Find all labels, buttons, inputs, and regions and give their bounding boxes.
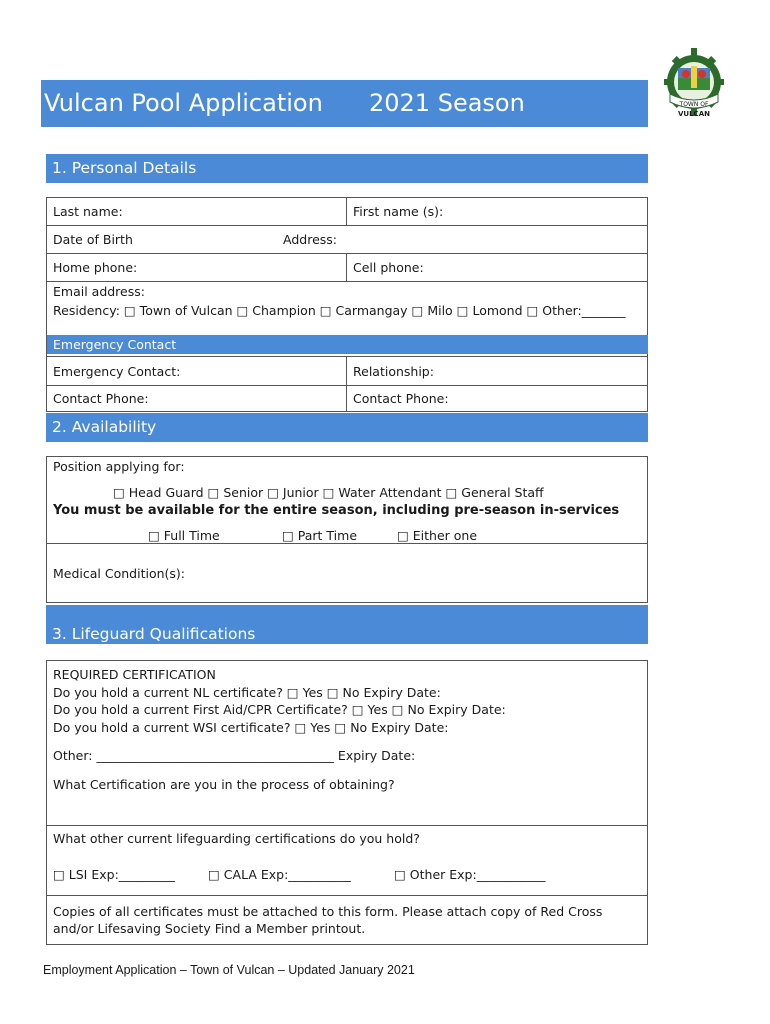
- obtaining-question: What Certification are you in the process of obtaining?: [53, 777, 395, 792]
- emergency-contact-header: [47, 335, 648, 354]
- other-certs-question: What other current lifeguarding certifications do you hold?: [53, 831, 420, 846]
- position-options[interactable]: □ Head Guard □ Senior □ Junior □ Water Attendant □ General Staff: [113, 485, 544, 500]
- medical-condition-label: Medical Condition(s):: [53, 566, 185, 581]
- nl-certificate-question[interactable]: Do you hold a current NL certificate? □ Yes □ No Expiry Date:: [53, 685, 441, 700]
- divider: [46, 825, 648, 826]
- copies-note: Copies of all certificates must be attached to this form. Please attach copy of Red Cross: [53, 904, 603, 919]
- emergency-contact-label: Emergency Contact:: [53, 364, 181, 379]
- divider: [46, 895, 648, 896]
- title-bar: [41, 80, 648, 127]
- contact-phone-label: Contact Phone:: [53, 391, 149, 406]
- section-qualifications-header: [46, 605, 648, 644]
- divider: [346, 197, 347, 225]
- section-personal-title: 1. Personal Details: [52, 159, 197, 177]
- divider: [46, 281, 648, 282]
- divider: [46, 356, 648, 357]
- season-title: 2021 Season: [369, 89, 525, 117]
- divider: [46, 225, 648, 226]
- logo-top-text: TOWN OF: [679, 101, 709, 108]
- residency-options[interactable]: Residency: □ Town of Vulcan □ Champion □ Carmangay □ Milo □ Lomond □ Other:_______: [53, 303, 626, 318]
- position-label: Position applying for:: [53, 459, 185, 474]
- other-cert-option[interactable]: □ Other Exp:___________: [394, 867, 546, 882]
- divider: [46, 253, 648, 254]
- part-time-option[interactable]: □ Part Time: [282, 528, 358, 543]
- other-certification-line: Other: ______________________________________ Expiry Date:: [53, 748, 416, 763]
- section-availability-header: [46, 413, 648, 442]
- first-aid-question[interactable]: Do you hold a current First Aid/CPR Certificate? □ Yes □ No Expiry Date:: [53, 702, 506, 717]
- full-time-option[interactable]: □ Full Time: [148, 528, 220, 543]
- required-certification-heading: REQUIRED CERTIFICATION: [53, 667, 216, 682]
- email-label: Email address:: [53, 284, 145, 299]
- copies-note-line-2: and/or Lifesaving Society Find a Member printout.: [53, 921, 366, 936]
- dob-label: Date of Birth: [53, 232, 133, 247]
- town-of-vulcan-logo: [664, 44, 724, 124]
- either-option[interactable]: □ Either one: [397, 528, 478, 543]
- availability-notice: You must be available for the entire season, including pre-season in-services: [53, 503, 620, 518]
- divider: [46, 385, 648, 386]
- divider: [346, 356, 347, 412]
- logo-bottom-text: VULCAN: [678, 110, 710, 118]
- section-availability-title: 2. Availability: [52, 418, 157, 436]
- cell-phone-label: Cell phone:: [353, 260, 424, 275]
- emergency-contact-title: Emergency Contact: [53, 337, 177, 352]
- home-phone-label: Home phone:: [53, 260, 138, 275]
- contact-phone-label-2: Contact Phone:: [353, 391, 449, 406]
- wsi-question[interactable]: Do you hold a current WSI certificate? □ Yes □ No Expiry Date:: [53, 720, 449, 735]
- address-label: Address:: [283, 232, 337, 247]
- cala-option[interactable]: □ CALA Exp:__________: [208, 867, 351, 882]
- divider: [346, 253, 347, 281]
- page-title: Vulcan Pool Application: [44, 89, 323, 117]
- section-qualifications-title: 3. Lifeguard Qualifications: [52, 625, 256, 643]
- first-name-label: First name (s):: [353, 204, 444, 219]
- last-name-label: Last name:: [53, 204, 123, 219]
- relationship-label: Relationship:: [353, 364, 434, 379]
- lsi-option[interactable]: □ LSI Exp:_________: [53, 867, 176, 882]
- section-personal-header: [46, 154, 648, 183]
- footer-text: Employment Application – Town of Vulcan – Updated January 2021: [43, 963, 415, 977]
